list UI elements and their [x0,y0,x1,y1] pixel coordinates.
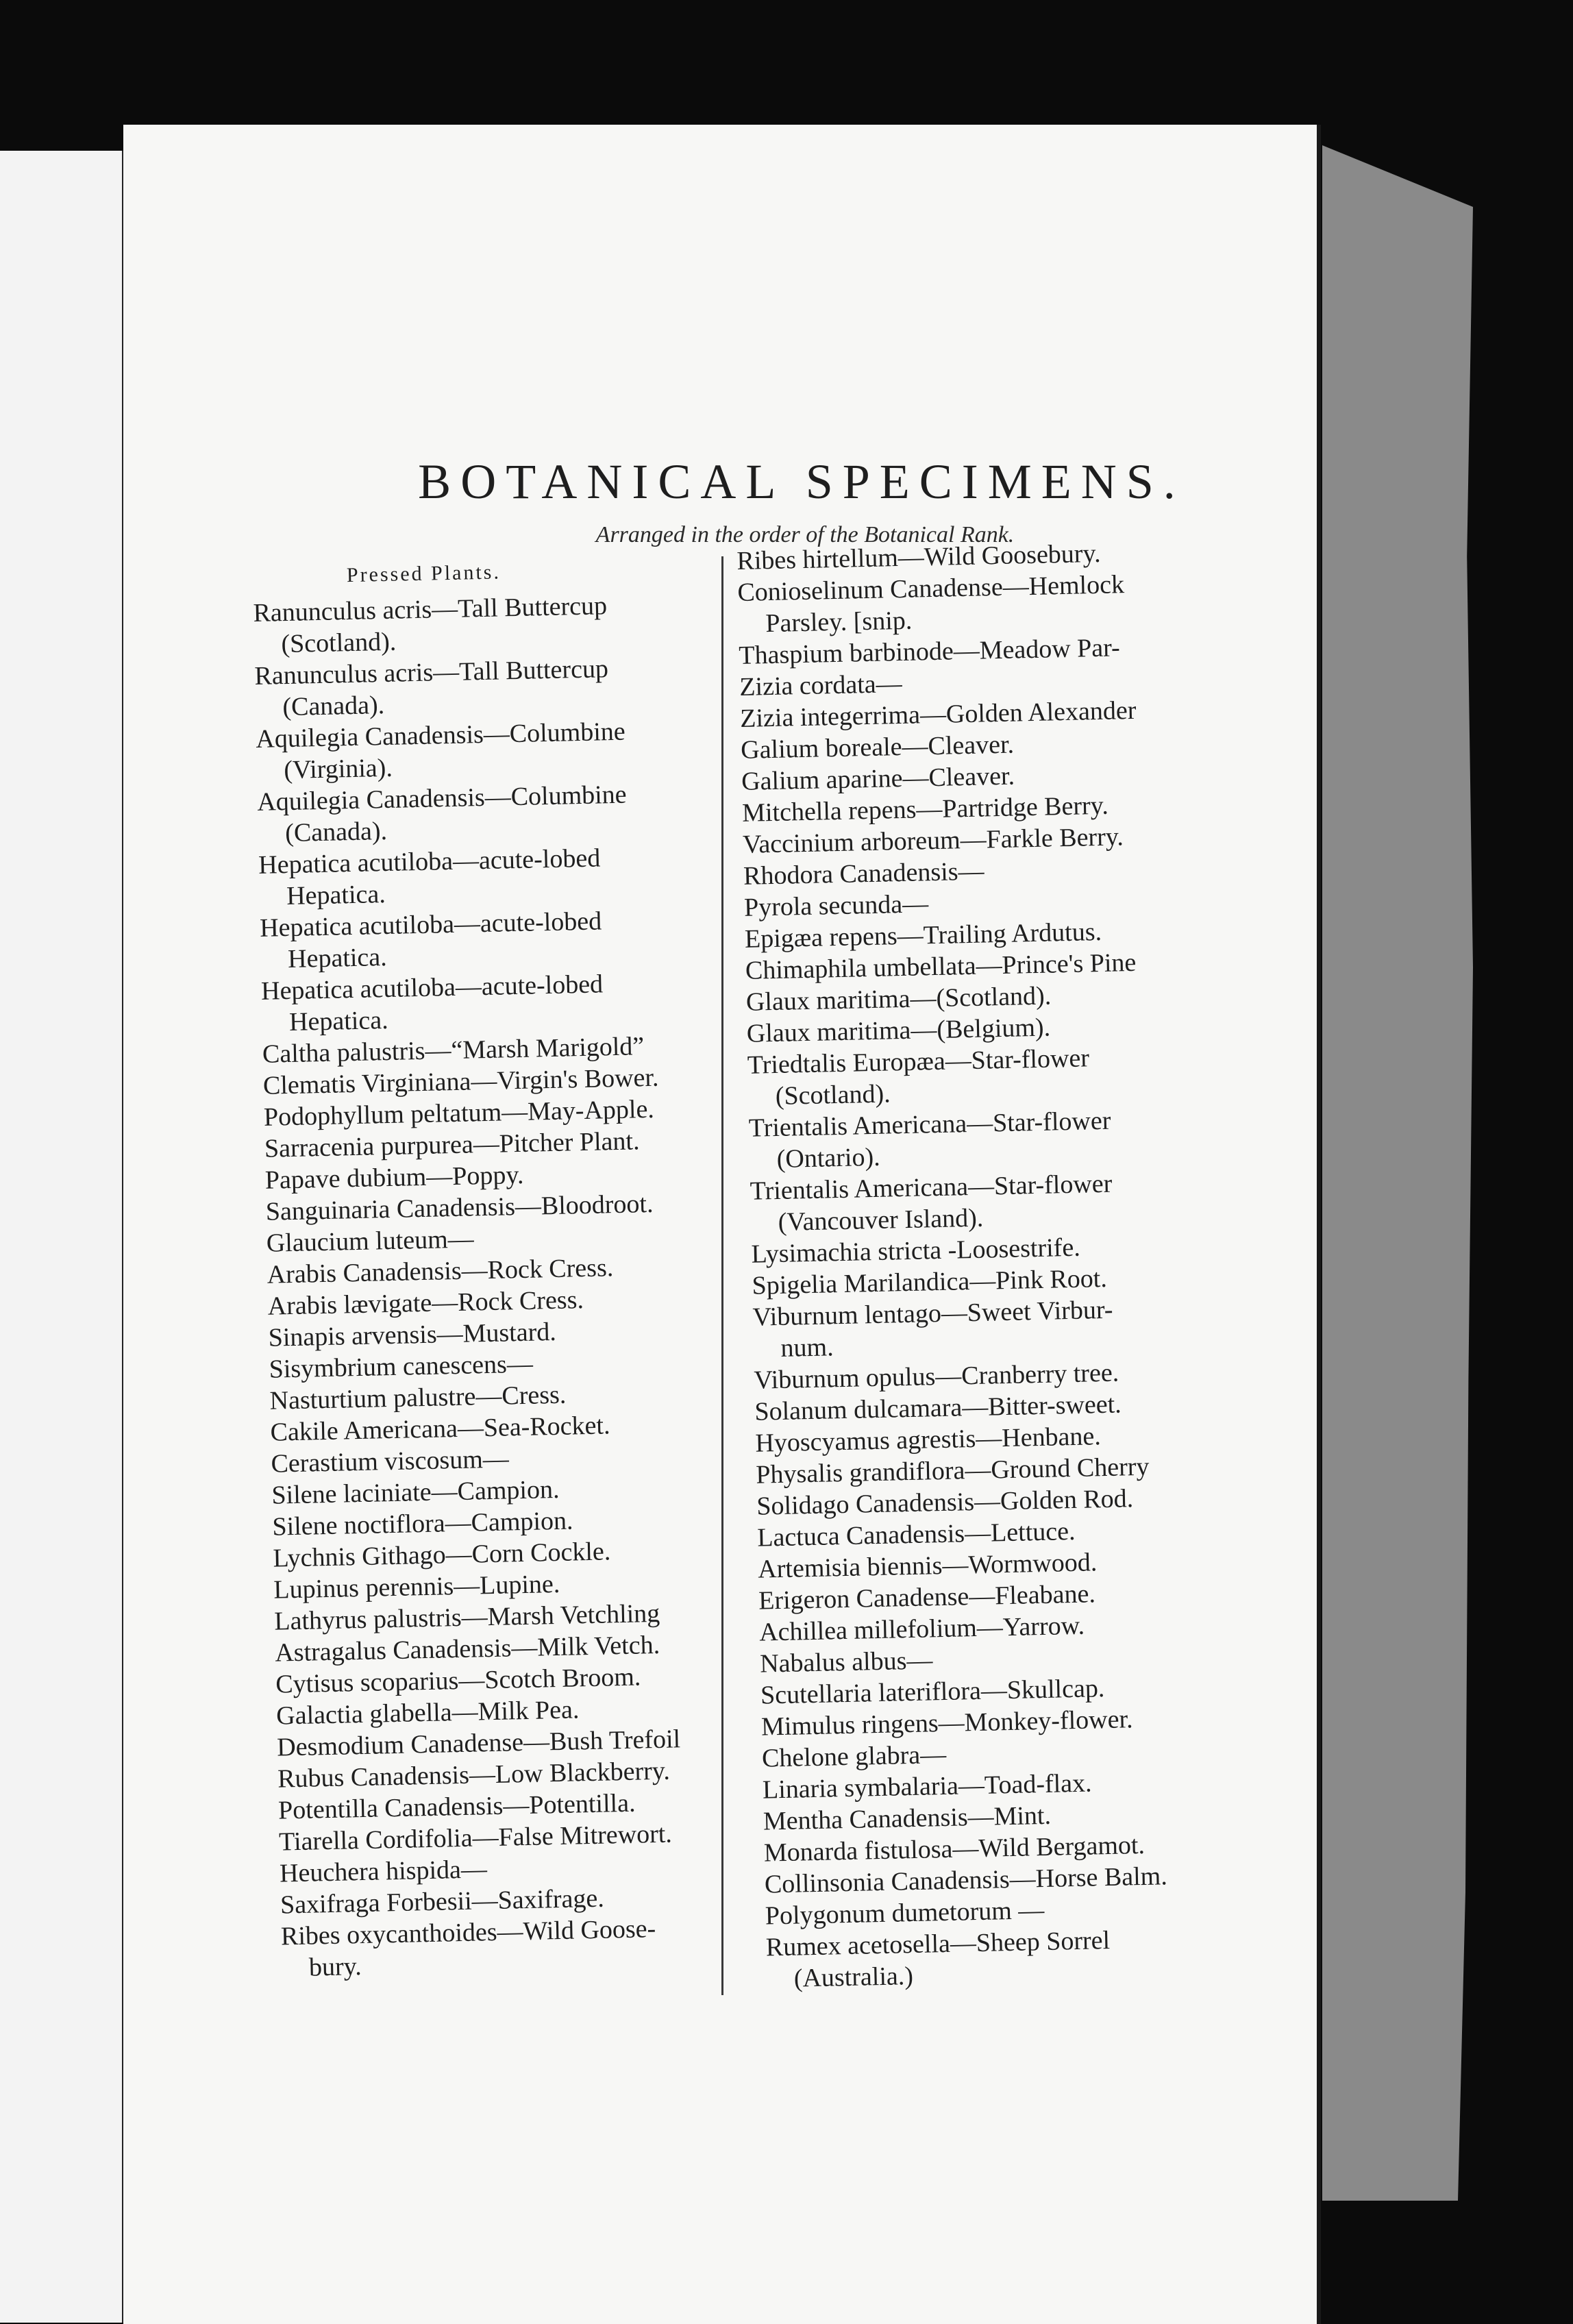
specimen-line: Viburnum opulus—Cranberry tree. [754,1358,1119,1395]
specimen-line: Hepatica. [287,943,388,974]
specimen-line: Zizia cordata— [739,669,903,702]
specimen-line: Solanum dulcamara—Bitter-sweet. [754,1389,1122,1426]
specimen-line: Cytisus scoparius—Scotch Broom. [275,1662,641,1699]
specimen-line: Desmodium Canadense—Bush Trefoil [276,1725,681,1762]
specimen-line: Ranunculus acris—Tall Buttercup [254,654,609,691]
section-heading: Pressed Plants. [346,560,501,587]
specimen-line: Glaux maritima—(Belgium). [746,1013,1051,1048]
specimen-line: Viburnum lentago—Sweet Virbur- [752,1295,1113,1332]
document-page [123,125,1317,2324]
specimen-line: Hepatica. [286,880,386,911]
page-title: BOTANICAL SPECIMENS. [418,454,1185,509]
specimen-line: Rubus Canadensis—Low Blackberry. [277,1756,671,1794]
specimen-line: Rumex acetosella—Sheep Sorrel [765,1926,1111,1962]
left-column [252,552,754,1984]
right-specimen-list [736,534,1287,1994]
specimen-line: Spigelia Marilandica—Pink Root. [752,1263,1108,1300]
specimen-line: Galactia glabella—Milk Pea. [275,1695,580,1731]
specimen-line: Vaccinium arboreum—Farkle Berry. [742,822,1124,859]
specimen-line: Galium aparine—Cleaver. [741,761,1015,796]
specimen-line: Potentilla Canadensis—Potentilla. [277,1788,636,1825]
specimen-line: Epigæa repens—Trailing Ardutus. [744,917,1102,954]
specimen-line: Parsley. [snip. [765,606,913,639]
specimen-line: Mimulus ringens—Monkey-flower. [760,1705,1133,1742]
specimen-line: Lathyrus palustris—Marsh Vetchling [273,1598,660,1636]
specimen-line: (Scotland). [775,1079,891,1111]
specimen-line: Silene laciniate—Campion. [271,1474,560,1510]
specimen-line: (Vancouver Island). [778,1203,984,1237]
specimen-line: Arabis lævigate—Rock Cress. [267,1285,584,1321]
specimen-line: Trientalis Americana—Star-flower [748,1106,1111,1143]
specimen-line: (Australia.) [793,1962,914,1993]
specimen-line: Thaspium barbinode—Meadow Par- [738,633,1121,670]
specimen-line: num. [780,1333,834,1363]
specimen-line: Ribes oxycanthoides—Wild Goose- [280,1914,656,1951]
specimen-line: Collinsonia Canadensis—Horse Balm. [764,1862,1168,1899]
back-page-edge [1322,145,1473,2201]
specimen-line: Chelone glabra— [761,1740,947,1773]
specimen-line: Artemisia biennis—Wormwood. [757,1548,1098,1584]
specimen-line: Rhodora Canadensis— [743,856,984,891]
right-column [736,534,1287,1994]
specimen-line: Podophyllum peltatum—May-Apple. [263,1094,655,1132]
specimen-line: Erigeron Canadense—Fleabane. [758,1579,1096,1616]
specimen-line: Polygonum dumetorum — [765,1896,1045,1931]
specimen-line: Hepatica acutiloba—acute-lobed [259,906,602,943]
facing-page-edge [0,151,125,2323]
specimen-line: Physalis grandiflora—Ground Cherry [755,1452,1150,1489]
specimen-line: Saxifraga Forbesii—Saxifrage. [280,1883,605,1920]
specimen-line: Nasturtium palustre—Cress. [269,1380,567,1416]
specimen-line: Astragalus Canadensis—Milk Vetch. [274,1630,660,1668]
specimen-line: Heuchera hispida— [279,1855,488,1888]
specimen-line: Sinapis arvensis—Mustard. [268,1317,557,1352]
specimen-line: bury. [308,1952,362,1982]
specimen-line: Lychnis Githago—Corn Cockle. [273,1537,611,1573]
specimen-line: Conioselinum Canadense—Hemlock [737,570,1125,607]
specimen-line: Lactuca Canadensis—Lettuce. [756,1516,1076,1553]
specimen-line: Aquilegia Canadensis—Columbine [256,780,627,817]
specimen-line: Silene noctiflora—Campion. [272,1506,573,1542]
specimen-line: Hepatica acutiloba—acute-lobed [260,969,604,1006]
specimen-line: Scutellaria lateriflora—Skullcap. [760,1674,1105,1710]
specimen-line: Cakile Americana—Sea-Rocket. [270,1411,610,1447]
page-subtitle: Arranged in the order of the Botanical Rank. [595,522,1015,547]
specimen-line: Lysimachia stricta -Loosestrife. [751,1233,1081,1269]
specimen-line: Lupinus perennis—Lupine. [273,1569,560,1605]
specimen-line: Glaux maritima—(Scotland). [745,981,1052,1017]
specimen-line: Hepatica. [288,1005,389,1037]
specimen-line: Hepatica acutiloba—acute-lobed [258,843,601,880]
left-specimen-list [253,588,754,1984]
specimen-line: Clematis Virginiana—Virgin's Bower. [262,1063,659,1100]
specimen-line: Ribes hirtellum—Wild Goosebury. [736,539,1101,576]
specimen-line: Cerastium viscosum— [271,1444,510,1479]
specimen-line: Mitchella repens—Partridge Berry. [741,791,1109,828]
specimen-line: Aquilegia Canadensis—Columbine [255,717,626,754]
specimen-line: Hyoscyamus agrestis—Henbane. [755,1422,1102,1458]
specimen-line: Tiarella Cordifolia—False Mitrewort. [278,1819,673,1857]
specimen-line: Zizia integerrima—Golden Alexander [739,695,1137,733]
specimen-line: Nabalus albus— [759,1646,933,1679]
specimen-line: Chimaphila umbellata—Prince's Pine [745,948,1137,985]
specimen-line: Papave dubium—Poppy. [264,1160,524,1195]
specimen-line: Achillea millefolium—Yarrow. [758,1611,1085,1647]
specimen-line: Pyrola secunda— [743,889,929,922]
specimen-line: Mentha Canadensis—Mint. [763,1801,1052,1836]
specimen-line: Monarda fistulosa—Wild Bergamot. [763,1830,1145,1868]
specimen-line: Triedtalis Europæa—Star-flower [747,1043,1090,1080]
specimen-line: (Virginia). [283,753,393,785]
specimen-line: Trientalis Americana—Star-flower [750,1169,1113,1206]
specimen-line: Sarracenia purpurea—Pitcher Plant. [264,1126,640,1163]
specimen-line: Arabis Canadensis—Rock Cress. [267,1253,614,1289]
specimen-line: (Ontario). [776,1142,881,1174]
specimen-line: Ranunculus acris—Tall Buttercup [253,591,608,628]
specimen-line: Galium boreale—Cleaver. [740,730,1015,765]
specimen-line: (Scotland). [281,627,397,659]
specimen-line: (Canada). [284,816,388,848]
specimen-line: Sanguinaria Canadensis—Bloodroot. [265,1189,654,1226]
specimen-line: Linaria symbalaria—Toad-flax. [762,1768,1092,1805]
specimen-line: Caltha palustris—“Marsh Marigold” [262,1032,645,1069]
specimen-line: Sisymbrium canescens— [269,1349,534,1384]
specimen-line: Solidago Canadensis—Golden Rod. [756,1484,1134,1521]
specimen-line: Glaucium luteum— [266,1224,475,1258]
specimen-line: (Canada). [282,691,385,722]
